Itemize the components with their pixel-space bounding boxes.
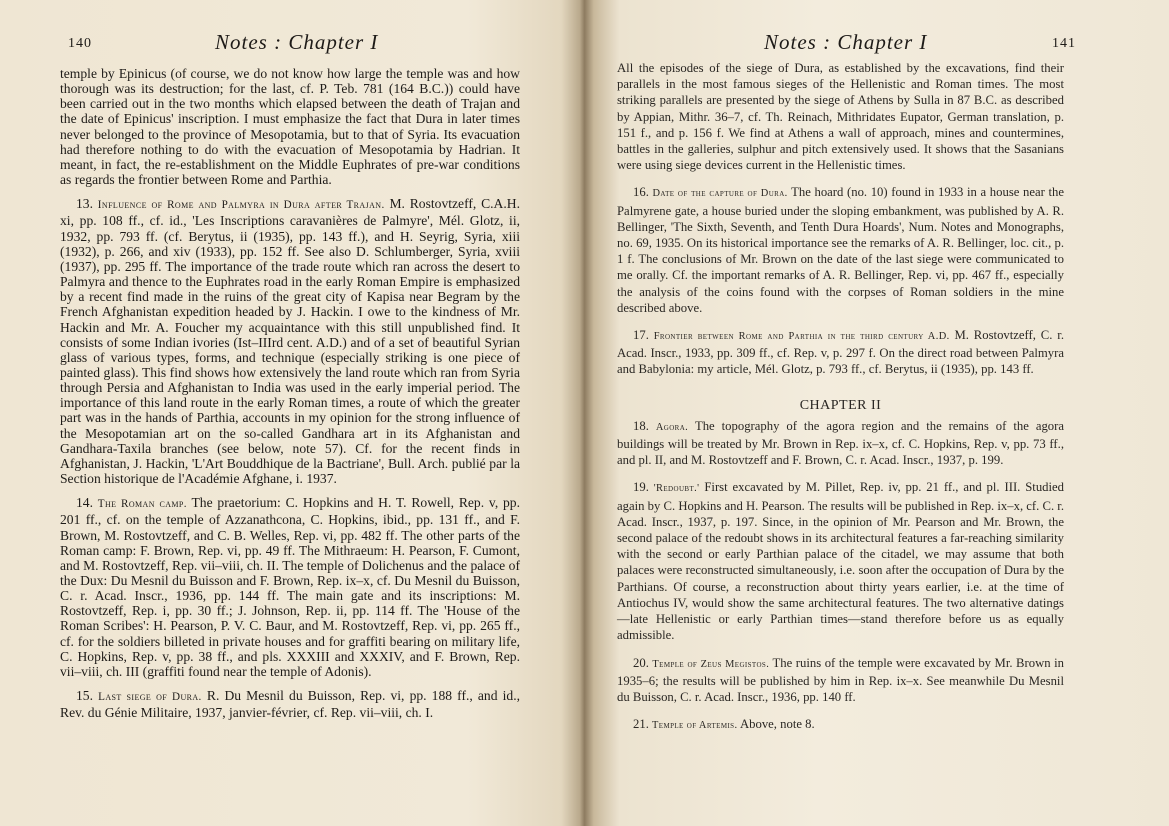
note-text: M. Rostovtzeff, C. r. Acad. Inscr., 1933, pp. 309 ff., cf. Rep. v, p. 297 f. On the direct road between Palmyra and Babylonia: my article, Mél. Glotz, p. 793 ff., cf. Berytus, ii (1935), pp. 143 ff. [617, 328, 1064, 377]
note-text: The praetorium: C. Hopkins and H. T. Rowell, Rep. v, pp. 201 ff., cf. on the temple of Azzanathcona, C. Hopkins, ibid., pp. 131 ff., and F. Brown, M. Rostovtzeff, and C. B. Welles, Rep. vi, pp. 482 ff. The other parts of the Roman camp: F. Brown, Rep. vi, pp. 49 ff. The Mithraeum: H. Pearson, F. Cumont, and M. Rostovtzeff, Rep. vii–viii, ch. II. The temple of Dolichenus and the palace of the Dux: Du Mesnil du Buisson and F. Brown, Rep. ix–x, cf. Du Mesnil du Buisson, C. r. Acad. Inscr., 1936, pp. 144 ff. The main gate and its inscriptions: M. Rostovtzeff, Rep. i, pp. 30 ff.; J. Johnson, Rep. ii, pp. 114 ff. The 'House of the Roman Scribes': H. Pearson, P. V. C. Baur, and M. Rostovtzeff, Rep. vi, pp. 265 ff., cf. for the soldiers billeted in private houses and for graffiti bearing on military life, C. Hopkins, Rep. v, pp. 38 ff., and pls. XXXIII and XXXIV, and F. Brown, Rep. vii–viii, ch. III (graffiti found near the temple of Adonis). [60, 495, 520, 679]
note-heading: Date of the capture of Dura. [652, 188, 788, 200]
note-paragraph [617, 716, 1064, 734]
note-number: 17. [633, 328, 649, 343]
note-paragraph [617, 479, 1064, 643]
note-heading: Influence of Rome and Palmyra in Dura after Trajan. [97, 199, 385, 212]
left-page [0, 0, 584, 826]
note-heading: 'Redoubt.' [653, 483, 700, 495]
note-text: temple by Epinicus (of course, we do not know how large the temple was and how thorough was its destruction; for the last, cf. P. Teb. 781 (164 B.C.)) could have been carried out in the two months which elapsed between the death of Trajan and the date of Epinicus' inscription. I must emphasize the fact that Dura in later times never belonged to the province of Mesopotamia, but to that of Syria. Its evacuation had therefore nothing to do with the evacuation of Mesopotamia by Hadrian. It meant, in fact, the re-establishment on the Middle Euphrates of pre-war conditions as regards the frontier between Rome and Parthia. [60, 66, 520, 188]
note-paragraph [617, 655, 1064, 706]
note-heading: Temple of Zeus Megistos. [652, 658, 770, 670]
note-heading: Agora. [655, 421, 689, 433]
note-heading: Temple of Artemis. [652, 720, 738, 732]
note-number: 16. [633, 185, 649, 200]
note-paragraph [60, 688, 520, 720]
note-text: All the episodes of the siege of Dura, as established by the excavations, find their parallels in the most famous sieges of the Hellenistic and Roman times. The most striking parallels are presented by the siege of Athens by Sulla in 87 B.C. as described by Appian, Mithr. 36–7, cf. Th. Reinach, Mithridates Eupator, German translation, p. 151 f., and p. 156 f. We find at Athens a wall of approach, mines and countermines, battles in the galleries, sulphur and pitch extensively used. It shows that the Sasanians were using siege devices current in the Hellenistic times. [617, 61, 1064, 173]
note-number: 15. [76, 688, 93, 704]
note-paragraph [617, 418, 1064, 469]
chapter-heading: CHAPTER II [799, 397, 882, 413]
note-number: 18. [633, 418, 649, 433]
page-number: 140 [68, 36, 92, 51]
note-paragraph [617, 60, 1064, 173]
note-number: 13. [76, 196, 93, 212]
notes-body [617, 60, 1064, 745]
notes-body [60, 66, 520, 729]
note-text: First excavated by M. Pillet, Rep. iv, pp. 21 ff., and pl. III. Studied again by C. Hopkins and H. Pearson. The results will be published in Rep. ix–x, cf. C. r. Acad. Inscr., 1937, p. 197. Since, in the opinion of Mr. Pearson and Mr. Brown, the second palace of the redoubt shows in its architectural features a far-reaching similarity with the second or early Parthian palace of the citadel, we may assume that both palaces were reconstructed simultaneously, i.e. soon after the occupation of Dura by the Parthians. Of course, a reconstruction about thirty years earlier, i.e. at the time of Antiochus IV, would show the same architectural features. The two alternative datings—late Hellenistic or early Parthian times—stand therefore before us as equally admissible. [617, 480, 1065, 643]
page-number: 141 [1052, 36, 1076, 51]
running-head: Notes : Chapter I [215, 30, 379, 54]
note-text: R. Du Mesnil du Buisson, Rep. vi, pp. 188 ff., and id., Rev. du Génie Militaire, 1937, janvier-février, cf. Rep. vii–viii, ch. I. [60, 688, 520, 721]
note-text: The ruins of the temple were excavated by Mr. Brown in 1935–6; the results will be published by him in Rep. ix–x. See meanwhile Du Mesnil du Buisson, C. r. Acad. Inscr., 1936, pp. 140 ff. [617, 655, 1064, 704]
note-paragraph [60, 66, 520, 187]
note-text: M. Rostovtzeff, C.A.H. xi, pp. 108 ff., cf. id., 'Les Inscriptions caravanières de Palmyre', Mél. Glotz, ii, 1932, pp. 793 ff. (cf. Berytus, ii (1935), pp. 143 ff.), and H. Seyrig, Syria, xiii (1932), p. 266, and xiv (1933), pp. 152 ff. See also D. Schlumberger, Syria, xviii (1937), pp. 295 ff. The importance of the trade route which ran across the desert to Palmyra and thence to the Euphrates road in the early Roman Empire is emphasized by a recent find made in the ruins of the great city of Kapisa near Begram by the French Afghanistan expedition headed by J. Hackin. I owe to the kindness of Mr. Hackin and Mr. A. Foucher my acquaintance with this still unpublished find. It consists of some Indian ivories (Ist–IIIrd cent. A.D.) and of a set of beautiful Syrian glass of various types, forms, and technique (especially striking is one piece of painted glass). This find shows how extensively the land route which ran from Syria through Persia and Afghanistan to India was used in the early imperial period. The importance of this land route in the early Roman times, a route of which the greater part was in the hands of Parthia, accounts in my opinion for the strong influence of the Mesopotamian art on the so-called Gandhara art in its Afghanistan and Gandhara-Taxila branches (see below, note 57). Cf. for the recent finds in Afghanistan, J. Hackin, 'L'Art Bouddhique de la Bactriane', Bull. Arch. publié par la Section historique de l'Académie Afghane, i. 1937. [60, 196, 520, 487]
note-number: 20. [633, 655, 649, 670]
note-number: 14. [76, 495, 93, 511]
note-paragraph [60, 495, 520, 679]
right-page [584, 0, 1169, 826]
note-heading: Last siege of Dura. [98, 691, 202, 704]
note-heading: The Roman camp. [97, 498, 187, 511]
note-text: The topography of the agora region and the remains of the agora buildings will be treated by Mr. Brown in Rep. ix–x, cf. C. Hopkins, Rep. v, pp. 73 ff., and pl. II, and M. Rostovtzeff and F. Brown, C. r. Acad. Inscr., 1937, p. 199. [617, 418, 1064, 468]
note-text: The hoard (no. 10) found in 1933 in a house near the Palmyrene gate, a house buried under the sloping embankment, was published by A. R. Bellinger, 'The Sixth, Seventh, and Tenth Dura Hoards', Num. Notes and Monographs, no. 69, 1935. On its historical importance see the remarks of A. R. Bellinger, loc. cit., p. 1 f. The conclusions of Mr. Brown on the date of the last siege were communicated to me orally. Cf. the important remarks of A. R. Bellinger, Rep. vi, pp. 467 ff., especially the analysis of the coins found with the corpses of Roman soldiers in the mine described above. [617, 185, 1065, 315]
note-paragraph [60, 196, 520, 486]
running-head: Notes : Chapter I [764, 30, 928, 54]
note-paragraph [617, 327, 1064, 378]
note-text: Above, note 8. [739, 717, 815, 732]
note-number: 21. [633, 717, 649, 732]
note-paragraph [617, 184, 1064, 316]
note-number: 19. [633, 480, 649, 495]
note-heading: Frontier between Rome and Parthia in the third century A.D. [653, 331, 950, 343]
